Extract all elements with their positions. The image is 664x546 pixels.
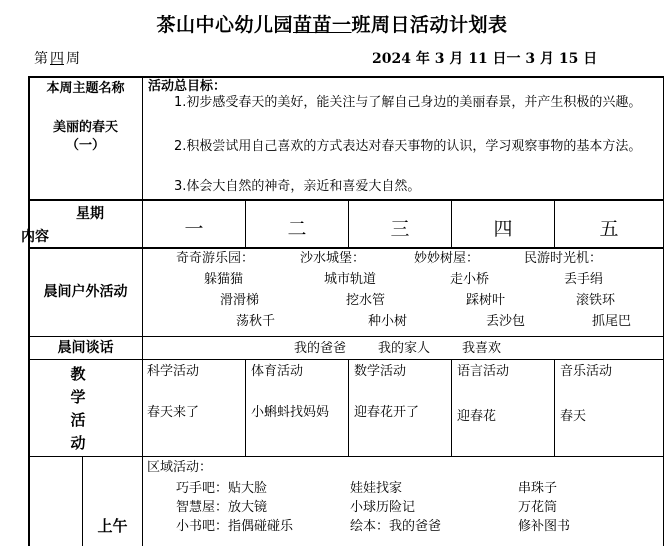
- activity-name: 迎春花: [457, 409, 497, 424]
- title-suffix: 班周日活动计划表: [351, 14, 508, 36]
- activity-type: 语言活动: [457, 364, 510, 379]
- week-value: 四: [50, 51, 64, 67]
- activity-name: 春天: [560, 409, 587, 424]
- outdoor-activity: 躲猫猫: [204, 272, 244, 287]
- day-wednesday: 三: [390, 218, 410, 240]
- day-tuesday: 二: [287, 218, 307, 240]
- area-activity: 智慧屋：放大镜: [176, 500, 268, 515]
- goals-label: 活动总目标：: [148, 79, 227, 94]
- goal-item-2: 2.积极尝试用自己喜欢的方式表达对春天事物的认识，学习观察事物的基本方法。: [174, 139, 642, 154]
- col-divider: [554, 359, 555, 457]
- outdoor-activity: 丢手绢: [564, 272, 604, 287]
- row-divider: [28, 359, 664, 360]
- outdoor-activity: 踩树叶: [466, 293, 506, 308]
- outdoor-area: 沙水城堡：: [300, 251, 366, 266]
- outdoor-area: 奇奇游乐园：: [176, 251, 255, 266]
- theme-label: 本周主题名称: [46, 81, 125, 96]
- col-divider: [142, 456, 143, 546]
- row-divider: [28, 456, 664, 457]
- row-divider: [28, 247, 664, 249]
- activity-type: 音乐活动: [560, 364, 613, 379]
- talk-topic: 我的爸爸: [294, 341, 347, 356]
- area-activity: 万花筒: [518, 500, 558, 515]
- day-friday: 五: [599, 218, 619, 240]
- row-divider: [28, 336, 664, 337]
- area-activity: 小书吧：指偶碰碰乐: [176, 519, 294, 534]
- area-activity: 串珠子: [518, 481, 558, 496]
- goal-item-3: 3.体会大自然的神奇，亲近和喜爱大自然。: [174, 179, 421, 194]
- row-divider: [28, 199, 664, 201]
- school-name: 茶山中心幼儿园: [156, 14, 293, 36]
- outdoor-label: 晨间户外活动: [43, 284, 128, 300]
- outdoor-area: 妙妙树屋：: [414, 251, 480, 266]
- talk-label: 晨间谈话: [57, 340, 114, 356]
- area-activity: 绘本：我的爸爸: [350, 519, 442, 534]
- area-activity: 巧手吧：贴大脸: [176, 481, 268, 496]
- outdoor-activity: 走小桥: [450, 272, 490, 287]
- col-divider: [142, 76, 143, 460]
- content-label: 内容: [21, 229, 49, 245]
- area-activity: 娃娃找家: [350, 481, 403, 496]
- talk-topic: 我喜欢: [462, 341, 502, 356]
- goal-item-1: 1.初步感受春天的美好，能关注与了解自己身边的美丽春景，并产生积极的兴趣。: [174, 95, 642, 110]
- area-activity: 修补图书: [518, 519, 571, 534]
- outdoor-activity: 荡秋千: [236, 314, 276, 329]
- col-divider: [245, 359, 246, 457]
- week-number: [34, 48, 80, 68]
- week-suffix: 周: [66, 51, 80, 67]
- outdoor-activity: 滚铁环: [576, 293, 616, 308]
- talk-topic: 我的家人: [378, 341, 431, 356]
- class-name: 苗苗一: [292, 14, 352, 36]
- activity-type: 科学活动: [147, 364, 200, 379]
- activity-name: 小蝌蚪找妈妈: [251, 405, 330, 420]
- weekday-label: 星期: [76, 206, 104, 222]
- outdoor-activity: 抓尾巴: [592, 314, 632, 329]
- col-divider: [348, 359, 349, 457]
- theme-name-part: （一）: [65, 138, 105, 153]
- page-title: [0, 10, 664, 37]
- col-divider: [451, 359, 452, 457]
- table-border-top: [28, 76, 664, 78]
- outdoor-area: 民游时光机：: [524, 251, 603, 266]
- day-thursday: 四: [493, 218, 513, 240]
- area-label: 区域活动：: [147, 460, 213, 475]
- outdoor-activity: 挖水管: [346, 293, 386, 308]
- teaching-label: 教 学 活 动: [70, 365, 86, 452]
- activity-name: 春天来了: [147, 405, 200, 420]
- morning-label: 上午: [97, 517, 128, 535]
- theme-name: 美丽的春天: [52, 120, 118, 135]
- activity-type: 数学活动: [354, 364, 407, 379]
- area-activity: 小球历险记: [350, 500, 416, 515]
- outdoor-activity: 丢沙包: [486, 314, 526, 329]
- day-monday: 一: [184, 218, 204, 240]
- outdoor-activity: 种小树: [368, 314, 408, 329]
- date-range: 2024 年 3 月 11 日一 3 月 15 日: [372, 51, 598, 67]
- outdoor-activity: 滑滑梯: [220, 293, 260, 308]
- week-prefix: 第: [34, 51, 48, 67]
- activity-name: 迎春花开了: [354, 405, 420, 420]
- activity-type: 体育活动: [251, 364, 304, 379]
- outdoor-activity: 城市轨道: [324, 272, 377, 287]
